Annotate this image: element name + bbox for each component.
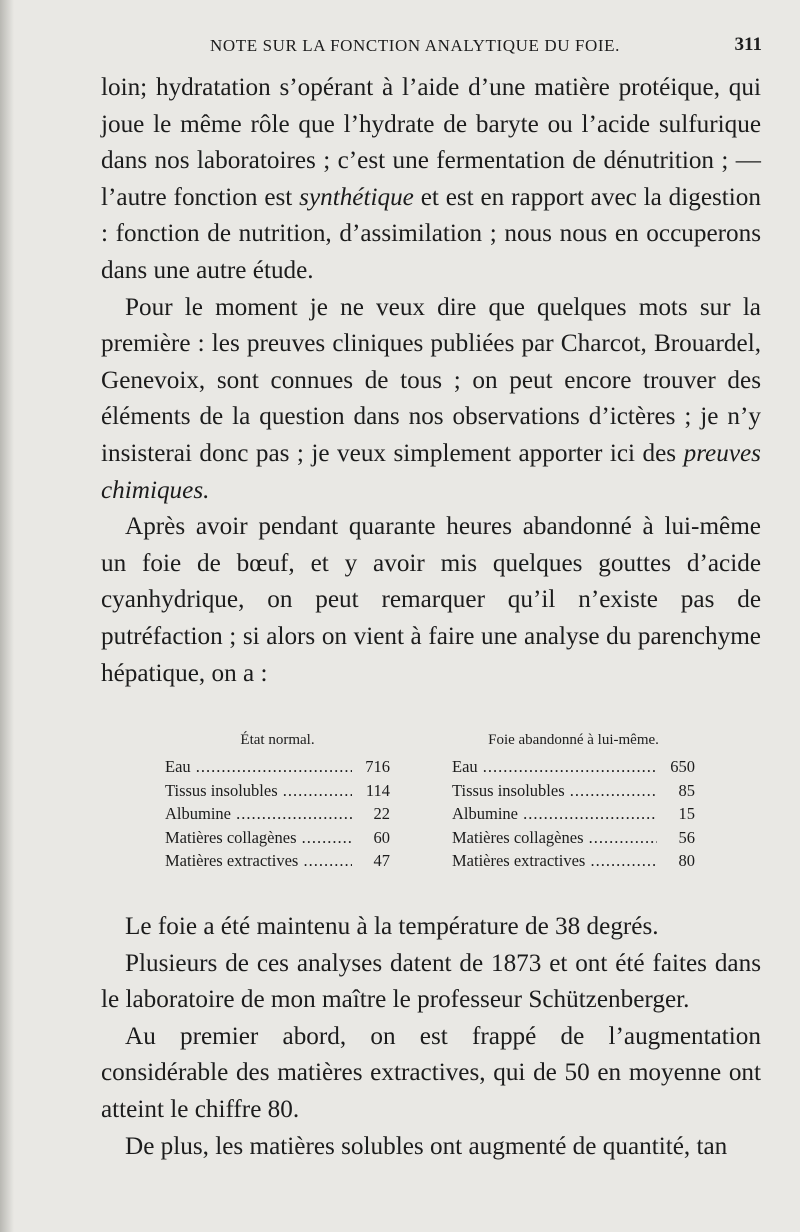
row-value: 47 bbox=[373, 851, 390, 871]
table-normal bbox=[165, 732, 390, 873]
paragraph-7: De plus, les matières solubles ont augmenté de quantité, tan bbox=[125, 1132, 728, 1160]
page-number: 311 bbox=[734, 34, 762, 55]
row-value: 22 bbox=[373, 804, 390, 824]
paragraph-3: Après avoir pendant quarante heures abandonné à lui-même un foie de bœuf, et y avoir mis quelques gouttes d’acide cyanhydrique, on peut remarquer qu’il n’existe pas de putréfaction ; si alors on vient à faire une analyse du parenchyme hépatique, on a : bbox=[101, 513, 761, 687]
table-row bbox=[165, 849, 390, 873]
paragraph-2-italic: preuves chimiques. bbox=[101, 439, 761, 504]
table-row bbox=[452, 826, 695, 850]
row-label: Matières collagènes ..... bbox=[165, 826, 352, 850]
row-value: 85 bbox=[678, 780, 695, 800]
running-head: NOTE SUR LA FONCTION ANALYTIQUE DU FOIE. bbox=[210, 36, 620, 55]
table-abandoned bbox=[452, 732, 695, 873]
table-row bbox=[165, 755, 390, 779]
table-row bbox=[165, 826, 390, 850]
table-row bbox=[452, 802, 695, 826]
paragraph-6: Au premier abord, on est frappé de l’augmentation considérable des matières extractives, qui de 50 en moyenne ont atteint le chiffre 80. bbox=[101, 1022, 761, 1123]
row-label: Albumine ..... bbox=[452, 802, 657, 826]
row-label: Matières extractives ..... bbox=[452, 849, 657, 873]
row-label: Eau ..... bbox=[165, 755, 352, 779]
paragraph-1 bbox=[101, 70, 761, 290]
row-value: 15 bbox=[678, 804, 695, 824]
paragraph-2-start: Pour le moment je ne veux dire que quelques mots sur la première : les preuves cliniques publiées par Charcot, Brouardel, Genevoix, sont connues de tous ; on peut encore trouver des éléments de la question dans nos observations d’ictères ; je n’y insisterai donc pas ; je veux simplement apporter ici des bbox=[101, 293, 761, 467]
row-label: Albumine ..... bbox=[165, 802, 352, 826]
table-normal-caption: État normal. bbox=[240, 732, 315, 748]
table-row bbox=[452, 779, 695, 803]
paragraph-1-start: loin; hydratation s’opérant à l’aide d’une matière protéique, qui joue le même rôle que l’hydrate de baryte ou l’acide sulfurique dans nos laboratoires ; c’est une fermentation de dénutrition ; — l’autre fonction est bbox=[101, 74, 761, 211]
table-row bbox=[452, 849, 695, 873]
row-label: Matières collagènes ..... bbox=[452, 826, 657, 850]
row-value: 60 bbox=[373, 827, 390, 847]
row-value: 56 bbox=[678, 827, 695, 847]
paragraph-1-end: et est en rapport avec la digestion : fonction de nutrition, d’assimilation ; nous nous en occuperons dans une autre étude. bbox=[101, 183, 761, 284]
text-block-bottom bbox=[101, 909, 761, 1165]
paragraph-2 bbox=[101, 290, 761, 510]
table-row bbox=[452, 755, 695, 779]
row-value: 80 bbox=[678, 851, 695, 871]
row-label: Eau ..... bbox=[452, 755, 657, 779]
table-row bbox=[165, 779, 390, 803]
row-value: 650 bbox=[670, 757, 695, 776]
row-label: Matières extractives ..... bbox=[165, 849, 352, 873]
text-block-top bbox=[101, 70, 761, 692]
paragraph-1-italic: synthétique bbox=[299, 183, 414, 211]
row-value: 716 bbox=[365, 757, 390, 776]
paragraph-5: Plusieurs de ces analyses datent de 1873 et ont été faites dans le laboratoire de mon maître le professeur Schützenberger. bbox=[101, 949, 761, 1014]
row-label: Tissus insolubles ..... bbox=[165, 779, 352, 803]
table-row bbox=[165, 802, 390, 826]
table-abandoned-caption: Foie abandonné à lui-même. bbox=[488, 732, 659, 748]
paragraph-4: Le foie a été maintenu à la température de 38 degrés. bbox=[125, 913, 659, 940]
row-value: 114 bbox=[365, 780, 390, 800]
row-label: Tissus insolubles ..... bbox=[452, 779, 657, 803]
